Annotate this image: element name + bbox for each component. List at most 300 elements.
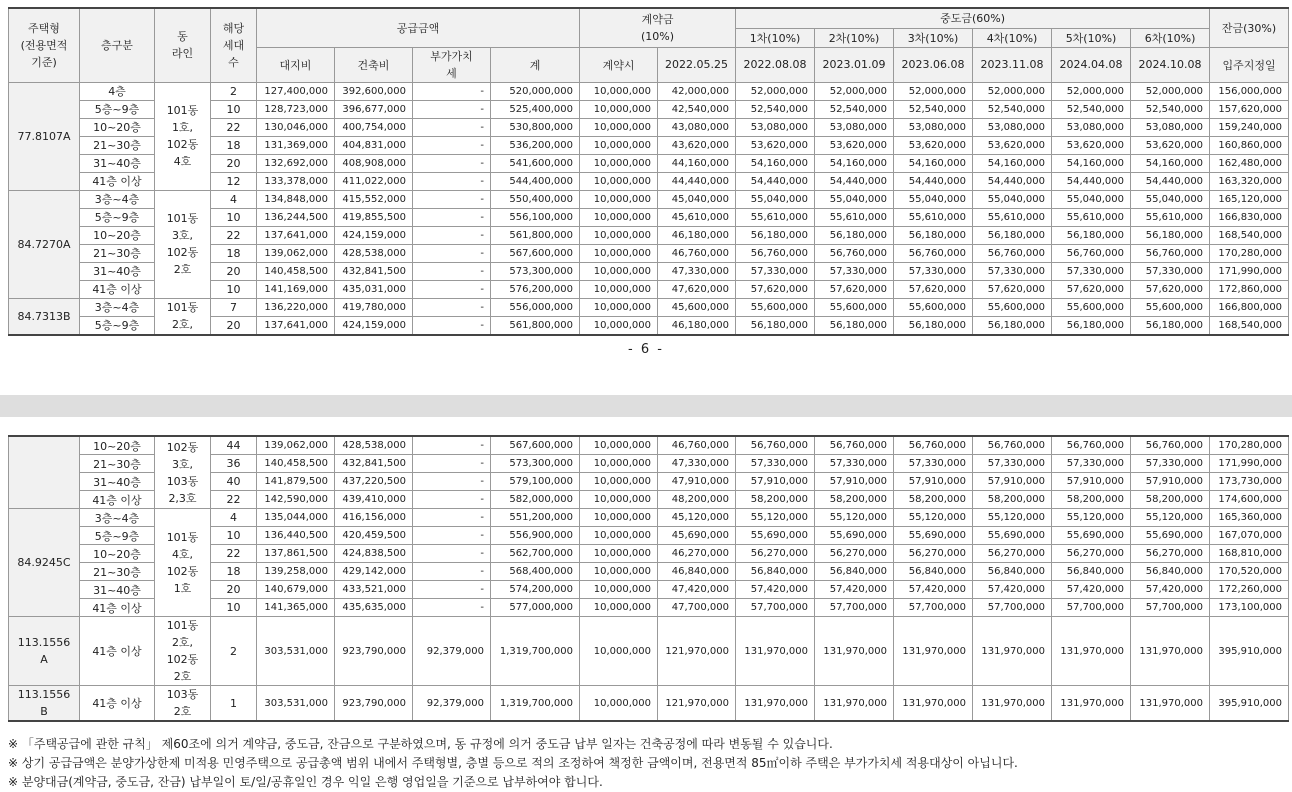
document-page-lower — [0, 417, 1292, 787]
middle-payment-cell: 56,760,000 — [1131, 436, 1210, 455]
middle-payment-cell: 55,600,000 — [736, 298, 815, 316]
total-cell: 556,100,000 — [491, 208, 580, 226]
header-middle-date: 2023.11.08 — [973, 47, 1052, 82]
balance-cell: 157,620,000 — [1210, 100, 1289, 118]
header-balance-date: 입주지정일 — [1210, 47, 1289, 82]
land-cell: 141,879,500 — [257, 473, 335, 491]
header-middle: 중도금(60%) — [736, 8, 1210, 28]
table-row — [9, 436, 1289, 455]
dong-line-cell: 101동 2호, — [155, 298, 211, 335]
units-cell: 36 — [211, 455, 257, 473]
middle-payment-cell: 55,690,000 — [894, 527, 973, 545]
balance-cell: 171,990,000 — [1210, 455, 1289, 473]
housing-type-cell: 77.8107A — [9, 82, 80, 190]
middle-payment-cell: 57,330,000 — [1052, 262, 1131, 280]
vat-cell: - — [413, 136, 491, 154]
balance-cell: 159,240,000 — [1210, 118, 1289, 136]
contract-date-cell: 46,760,000 — [658, 436, 736, 455]
contract-date-cell: 45,040,000 — [658, 190, 736, 208]
header-middle-stage: 6차(10%) — [1131, 28, 1210, 47]
building-cell: 923,790,000 — [335, 686, 413, 722]
land-cell: 140,679,000 — [257, 581, 335, 599]
middle-payment-cell: 57,420,000 — [1131, 581, 1210, 599]
middle-payment-cell: 57,910,000 — [815, 473, 894, 491]
total-cell: 576,200,000 — [491, 280, 580, 298]
price-table-page7 — [8, 435, 1289, 722]
balance-cell: 166,830,000 — [1210, 208, 1289, 226]
balance-cell: 160,860,000 — [1210, 136, 1289, 154]
balance-cell: 173,100,000 — [1210, 599, 1289, 617]
floor-cell: 10~20층 — [80, 545, 155, 563]
land-cell: 136,220,000 — [257, 298, 335, 316]
middle-payment-cell: 53,080,000 — [736, 118, 815, 136]
building-cell: 392,600,000 — [335, 82, 413, 100]
middle-payment-cell: 131,970,000 — [1131, 617, 1210, 686]
header-contract-date: 2022.05.25 — [658, 47, 736, 82]
middle-payment-cell: 57,330,000 — [894, 262, 973, 280]
middle-payment-cell: 131,970,000 — [1052, 617, 1131, 686]
total-cell: 568,400,000 — [491, 563, 580, 581]
middle-payment-cell: 54,440,000 — [894, 172, 973, 190]
middle-payment-cell: 57,620,000 — [894, 280, 973, 298]
land-cell: 141,365,000 — [257, 599, 335, 617]
middle-payment-cell: 131,970,000 — [1131, 686, 1210, 722]
middle-payment-cell: 56,270,000 — [736, 545, 815, 563]
middle-payment-cell: 57,700,000 — [1052, 599, 1131, 617]
building-cell: 419,855,500 — [335, 208, 413, 226]
middle-payment-cell: 53,620,000 — [736, 136, 815, 154]
header-units: 해당 세대 수 — [211, 8, 257, 82]
units-cell: 18 — [211, 244, 257, 262]
middle-payment-cell: 56,840,000 — [1052, 563, 1131, 581]
header-middle-stage: 4차(10%) — [973, 28, 1052, 47]
contract-at-cell: 10,000,000 — [580, 563, 658, 581]
vat-cell: - — [413, 581, 491, 599]
land-cell: 137,861,500 — [257, 545, 335, 563]
middle-payment-cell: 57,420,000 — [1052, 581, 1131, 599]
land-cell: 141,169,000 — [257, 280, 335, 298]
building-cell: 923,790,000 — [335, 617, 413, 686]
units-cell: 10 — [211, 527, 257, 545]
vat-cell: - — [413, 545, 491, 563]
balance-cell: 173,730,000 — [1210, 473, 1289, 491]
land-cell: 137,641,000 — [257, 226, 335, 244]
total-cell: 556,000,000 — [491, 298, 580, 316]
total-cell: 544,400,000 — [491, 172, 580, 190]
balance-cell: 395,910,000 — [1210, 686, 1289, 722]
total-cell: 573,300,000 — [491, 455, 580, 473]
contract-at-cell: 10,000,000 — [580, 100, 658, 118]
middle-payment-cell: 55,610,000 — [1131, 208, 1210, 226]
middle-payment-cell: 55,040,000 — [1131, 190, 1210, 208]
contract-at-cell: 10,000,000 — [580, 316, 658, 335]
contract-date-cell: 44,440,000 — [658, 172, 736, 190]
middle-payment-cell: 56,180,000 — [1052, 226, 1131, 244]
total-cell: 536,200,000 — [491, 136, 580, 154]
dong-line-cell: 101동 3호, 102동 2호 — [155, 190, 211, 298]
contract-date-cell: 47,700,000 — [658, 599, 736, 617]
units-cell: 22 — [211, 491, 257, 509]
middle-payment-cell: 54,160,000 — [1052, 154, 1131, 172]
floor-cell: 41층 이상 — [80, 172, 155, 190]
contract-date-cell: 46,270,000 — [658, 545, 736, 563]
middle-payment-cell: 56,180,000 — [973, 316, 1052, 335]
building-cell: 437,220,500 — [335, 473, 413, 491]
table-row — [9, 509, 1289, 527]
contract-date-cell: 46,180,000 — [658, 316, 736, 335]
header-total: 계 — [491, 47, 580, 82]
table-row — [9, 617, 1289, 686]
vat-cell: - — [413, 455, 491, 473]
table-row — [9, 298, 1289, 316]
total-cell: 561,800,000 — [491, 226, 580, 244]
middle-payment-cell: 55,120,000 — [1131, 509, 1210, 527]
middle-payment-cell: 57,910,000 — [1052, 473, 1131, 491]
total-cell: 556,900,000 — [491, 527, 580, 545]
floor-cell: 3층~4층 — [80, 509, 155, 527]
total-cell: 574,200,000 — [491, 581, 580, 599]
land-cell: 303,531,000 — [257, 686, 335, 722]
units-cell: 20 — [211, 581, 257, 599]
header-balance: 잔금(30%) — [1210, 8, 1289, 47]
middle-payment-cell: 56,760,000 — [973, 436, 1052, 455]
middle-payment-cell: 55,600,000 — [894, 298, 973, 316]
land-cell: 303,531,000 — [257, 617, 335, 686]
table-row — [9, 190, 1289, 208]
dong-line-cell: 101동 1호, 102동 4호 — [155, 82, 211, 190]
note-line: ※ 상기 공급금액은 분양가상한제 미적용 민영주택으로 공급총액 범위 내에서 주택형별, 층별 등으로 적의 조정하여 책정한 금액이며, 전용면적 85㎡이하 주택은 부가가치세 적용대상이 아닙니다. — [8, 756, 1018, 770]
header-middle-date: 2023.01.09 — [815, 47, 894, 82]
vat-cell: - — [413, 172, 491, 190]
vat-cell: - — [413, 262, 491, 280]
contract-at-cell: 10,000,000 — [580, 190, 658, 208]
middle-payment-cell: 58,200,000 — [815, 491, 894, 509]
middle-payment-cell: 131,970,000 — [1052, 686, 1131, 722]
contract-at-cell: 10,000,000 — [580, 280, 658, 298]
floor-cell: 41층 이상 — [80, 617, 155, 686]
units-cell: 40 — [211, 473, 257, 491]
land-cell: 140,458,500 — [257, 262, 335, 280]
balance-cell: 162,480,000 — [1210, 154, 1289, 172]
middle-payment-cell: 52,000,000 — [973, 82, 1052, 100]
units-cell: 20 — [211, 316, 257, 335]
contract-date-cell: 47,620,000 — [658, 280, 736, 298]
middle-payment-cell: 58,200,000 — [973, 491, 1052, 509]
units-cell: 10 — [211, 208, 257, 226]
dong-line-cell: 101동 2호, 102동 2호 — [155, 617, 211, 686]
dong-line-cell: 102동 3호, 103동 2,3호 — [155, 436, 211, 509]
land-cell: 134,848,000 — [257, 190, 335, 208]
land-cell: 139,062,000 — [257, 244, 335, 262]
land-cell: 133,378,000 — [257, 172, 335, 190]
middle-payment-cell: 56,760,000 — [815, 244, 894, 262]
contract-date-cell: 45,690,000 — [658, 527, 736, 545]
contract-at-cell: 10,000,000 — [580, 226, 658, 244]
vat-cell: - — [413, 436, 491, 455]
middle-payment-cell: 58,200,000 — [894, 491, 973, 509]
contract-date-cell: 42,540,000 — [658, 100, 736, 118]
header-floor-group: 층구분 — [80, 8, 155, 82]
total-cell: 582,000,000 — [491, 491, 580, 509]
land-cell: 130,046,000 — [257, 118, 335, 136]
housing-type-cell: 113.1556 B — [9, 686, 80, 722]
middle-payment-cell: 56,760,000 — [1052, 436, 1131, 455]
contract-date-cell: 121,970,000 — [658, 686, 736, 722]
middle-payment-cell: 56,840,000 — [815, 563, 894, 581]
middle-payment-cell: 55,600,000 — [815, 298, 894, 316]
middle-payment-cell: 131,970,000 — [894, 686, 973, 722]
vat-cell: - — [413, 491, 491, 509]
building-cell: 433,521,000 — [335, 581, 413, 599]
vat-cell: - — [413, 190, 491, 208]
middle-payment-cell: 57,330,000 — [973, 455, 1052, 473]
middle-payment-cell: 57,910,000 — [894, 473, 973, 491]
middle-payment-cell: 54,160,000 — [973, 154, 1052, 172]
units-cell: 10 — [211, 599, 257, 617]
land-cell: 142,590,000 — [257, 491, 335, 509]
land-cell: 127,400,000 — [257, 82, 335, 100]
middle-payment-cell: 56,180,000 — [1052, 316, 1131, 335]
middle-payment-cell: 55,610,000 — [815, 208, 894, 226]
middle-payment-cell: 57,330,000 — [736, 455, 815, 473]
vat-cell: - — [413, 298, 491, 316]
housing-type-cell: 84.7313B — [9, 298, 80, 335]
middle-payment-cell: 55,600,000 — [973, 298, 1052, 316]
middle-payment-cell: 57,420,000 — [815, 581, 894, 599]
contract-at-cell: 10,000,000 — [580, 154, 658, 172]
middle-payment-cell: 58,200,000 — [736, 491, 815, 509]
middle-payment-cell: 55,040,000 — [736, 190, 815, 208]
units-cell: 4 — [211, 190, 257, 208]
vat-cell: - — [413, 208, 491, 226]
table-row — [9, 82, 1289, 100]
vat-cell: - — [413, 82, 491, 100]
header-land: 대지비 — [257, 47, 335, 82]
middle-payment-cell: 53,620,000 — [1131, 136, 1210, 154]
balance-cell: 170,520,000 — [1210, 563, 1289, 581]
total-cell: 579,100,000 — [491, 473, 580, 491]
middle-payment-cell: 53,080,000 — [973, 118, 1052, 136]
building-cell: 415,552,000 — [335, 190, 413, 208]
floor-cell: 5층~9층 — [80, 100, 155, 118]
contract-date-cell: 48,200,000 — [658, 491, 736, 509]
units-cell: 10 — [211, 280, 257, 298]
vat-cell: - — [413, 473, 491, 491]
floor-cell: 21~30층 — [80, 244, 155, 262]
middle-payment-cell: 57,700,000 — [894, 599, 973, 617]
total-cell: 577,000,000 — [491, 599, 580, 617]
units-cell: 20 — [211, 262, 257, 280]
vat-cell: - — [413, 118, 491, 136]
contract-at-cell: 10,000,000 — [580, 298, 658, 316]
contract-at-cell: 10,000,000 — [580, 545, 658, 563]
land-cell: 128,723,000 — [257, 100, 335, 118]
middle-payment-cell: 55,610,000 — [894, 208, 973, 226]
total-cell: 525,400,000 — [491, 100, 580, 118]
floor-cell: 21~30층 — [80, 455, 155, 473]
middle-payment-cell: 57,330,000 — [973, 262, 1052, 280]
vat-cell: - — [413, 100, 491, 118]
header-supply-amount: 공급금액 — [257, 8, 580, 47]
contract-date-cell: 44,160,000 — [658, 154, 736, 172]
building-cell: 435,635,000 — [335, 599, 413, 617]
page-number: - 6 - — [628, 342, 664, 357]
units-cell: 44 — [211, 436, 257, 455]
page-separator — [0, 395, 1292, 417]
total-cell: 567,600,000 — [491, 244, 580, 262]
notes — [8, 735, 1018, 792]
contract-date-cell: 43,620,000 — [658, 136, 736, 154]
middle-payment-cell: 54,160,000 — [815, 154, 894, 172]
middle-payment-cell: 56,180,000 — [894, 316, 973, 335]
middle-payment-cell: 57,330,000 — [894, 455, 973, 473]
building-cell: 416,156,000 — [335, 509, 413, 527]
contract-date-cell: 46,760,000 — [658, 244, 736, 262]
building-cell: 429,142,000 — [335, 563, 413, 581]
middle-payment-cell: 57,420,000 — [894, 581, 973, 599]
contract-at-cell: 10,000,000 — [580, 82, 658, 100]
total-cell: 1,319,700,000 — [491, 617, 580, 686]
header-middle-date: 2022.08.08 — [736, 47, 815, 82]
price-table-page6 — [8, 7, 1289, 336]
document-page-upper — [0, 0, 1292, 395]
middle-payment-cell: 57,700,000 — [973, 599, 1052, 617]
middle-payment-cell: 56,760,000 — [815, 436, 894, 455]
building-cell: 424,838,500 — [335, 545, 413, 563]
balance-cell: 165,360,000 — [1210, 509, 1289, 527]
contract-date-cell: 45,600,000 — [658, 298, 736, 316]
floor-cell: 41층 이상 — [80, 491, 155, 509]
floor-cell: 31~40층 — [80, 473, 155, 491]
contract-at-cell: 10,000,000 — [580, 599, 658, 617]
middle-payment-cell: 53,080,000 — [1131, 118, 1210, 136]
land-cell: 136,440,500 — [257, 527, 335, 545]
middle-payment-cell: 55,120,000 — [894, 509, 973, 527]
middle-payment-cell: 53,620,000 — [894, 136, 973, 154]
middle-payment-cell: 56,180,000 — [1131, 316, 1210, 335]
building-cell: 439,410,000 — [335, 491, 413, 509]
land-cell: 135,044,000 — [257, 509, 335, 527]
balance-cell: 171,990,000 — [1210, 262, 1289, 280]
middle-payment-cell: 56,760,000 — [894, 436, 973, 455]
middle-payment-cell: 52,540,000 — [894, 100, 973, 118]
contract-date-cell: 47,330,000 — [658, 455, 736, 473]
balance-cell: 172,260,000 — [1210, 581, 1289, 599]
floor-cell: 41층 이상 — [80, 280, 155, 298]
middle-payment-cell: 55,610,000 — [1052, 208, 1131, 226]
building-cell: 400,754,000 — [335, 118, 413, 136]
balance-cell: 167,070,000 — [1210, 527, 1289, 545]
contract-at-cell: 10,000,000 — [580, 262, 658, 280]
middle-payment-cell: 52,540,000 — [815, 100, 894, 118]
middle-payment-cell: 55,690,000 — [736, 527, 815, 545]
middle-payment-cell: 55,610,000 — [736, 208, 815, 226]
contract-date-cell: 121,970,000 — [658, 617, 736, 686]
contract-date-cell: 42,000,000 — [658, 82, 736, 100]
header-middle-stage: 3차(10%) — [894, 28, 973, 47]
header-building: 건축비 — [335, 47, 413, 82]
middle-payment-cell: 54,160,000 — [894, 154, 973, 172]
floor-cell: 3층~4층 — [80, 298, 155, 316]
balance-cell: 172,860,000 — [1210, 280, 1289, 298]
middle-payment-cell: 57,620,000 — [973, 280, 1052, 298]
floor-cell: 5층~9층 — [80, 208, 155, 226]
land-cell: 139,062,000 — [257, 436, 335, 455]
building-cell: 411,022,000 — [335, 172, 413, 190]
building-cell: 420,459,500 — [335, 527, 413, 545]
header-vat: 부가가치 세 — [413, 47, 491, 82]
middle-payment-cell: 53,080,000 — [1052, 118, 1131, 136]
header-contract-at: 계약시 — [580, 47, 658, 82]
total-cell: 573,300,000 — [491, 262, 580, 280]
balance-cell: 163,320,000 — [1210, 172, 1289, 190]
building-cell: 408,908,000 — [335, 154, 413, 172]
middle-payment-cell: 54,160,000 — [1131, 154, 1210, 172]
middle-payment-cell: 56,760,000 — [1052, 244, 1131, 262]
middle-payment-cell: 131,970,000 — [894, 617, 973, 686]
floor-cell: 21~30층 — [80, 136, 155, 154]
housing-type-cell: 113.1556 A — [9, 617, 80, 686]
note-line: ※ 분양대금(계약금, 중도금, 잔금) 납부일이 토/일/공휴일인 경우 익일 은행 영업일을 기준으로 납부하여야 합니다. — [8, 775, 603, 789]
building-cell: 432,841,500 — [335, 262, 413, 280]
middle-payment-cell: 52,540,000 — [973, 100, 1052, 118]
middle-payment-cell: 57,330,000 — [736, 262, 815, 280]
middle-payment-cell: 56,180,000 — [894, 226, 973, 244]
middle-payment-cell: 55,690,000 — [1131, 527, 1210, 545]
vat-cell: - — [413, 154, 491, 172]
middle-payment-cell: 52,540,000 — [1131, 100, 1210, 118]
middle-payment-cell: 56,270,000 — [1052, 545, 1131, 563]
balance-cell: 168,540,000 — [1210, 316, 1289, 335]
middle-payment-cell: 131,970,000 — [736, 686, 815, 722]
units-cell: 4 — [211, 509, 257, 527]
contract-date-cell: 47,420,000 — [658, 581, 736, 599]
balance-cell: 165,120,000 — [1210, 190, 1289, 208]
middle-payment-cell: 56,270,000 — [815, 545, 894, 563]
middle-payment-cell: 57,330,000 — [815, 262, 894, 280]
units-cell: 12 — [211, 172, 257, 190]
middle-payment-cell: 56,760,000 — [1131, 244, 1210, 262]
middle-payment-cell: 57,910,000 — [1131, 473, 1210, 491]
total-cell: 551,200,000 — [491, 509, 580, 527]
middle-payment-cell: 57,700,000 — [1131, 599, 1210, 617]
middle-payment-cell: 56,180,000 — [815, 316, 894, 335]
vat-cell: - — [413, 599, 491, 617]
contract-at-cell: 10,000,000 — [580, 436, 658, 455]
dong-line-cell: 101동 4호, 102동 1호 — [155, 509, 211, 617]
units-cell: 20 — [211, 154, 257, 172]
middle-payment-cell: 56,180,000 — [815, 226, 894, 244]
floor-cell: 41층 이상 — [80, 599, 155, 617]
middle-payment-cell: 55,120,000 — [815, 509, 894, 527]
middle-payment-cell: 56,760,000 — [973, 244, 1052, 262]
balance-cell: 166,800,000 — [1210, 298, 1289, 316]
total-cell: 541,600,000 — [491, 154, 580, 172]
middle-payment-cell: 55,690,000 — [973, 527, 1052, 545]
middle-payment-cell: 56,840,000 — [894, 563, 973, 581]
floor-cell: 4층 — [80, 82, 155, 100]
contract-at-cell: 10,000,000 — [580, 208, 658, 226]
total-cell: 567,600,000 — [491, 436, 580, 455]
middle-payment-cell: 56,180,000 — [736, 226, 815, 244]
units-cell: 18 — [211, 136, 257, 154]
balance-cell: 174,600,000 — [1210, 491, 1289, 509]
middle-payment-cell: 56,840,000 — [736, 563, 815, 581]
note-line: ※ 「주택공급에 관한 규칙」 제60조에 의거 계약금, 중도금, 잔금으로 구분하였으며, 동 규정에 의거 중도금 납부 일자는 건축공정에 따라 변동될 수 있습니다. — [8, 737, 833, 751]
contract-at-cell: 10,000,000 — [580, 172, 658, 190]
header-middle-stage: 2차(10%) — [815, 28, 894, 47]
middle-payment-cell: 54,160,000 — [736, 154, 815, 172]
